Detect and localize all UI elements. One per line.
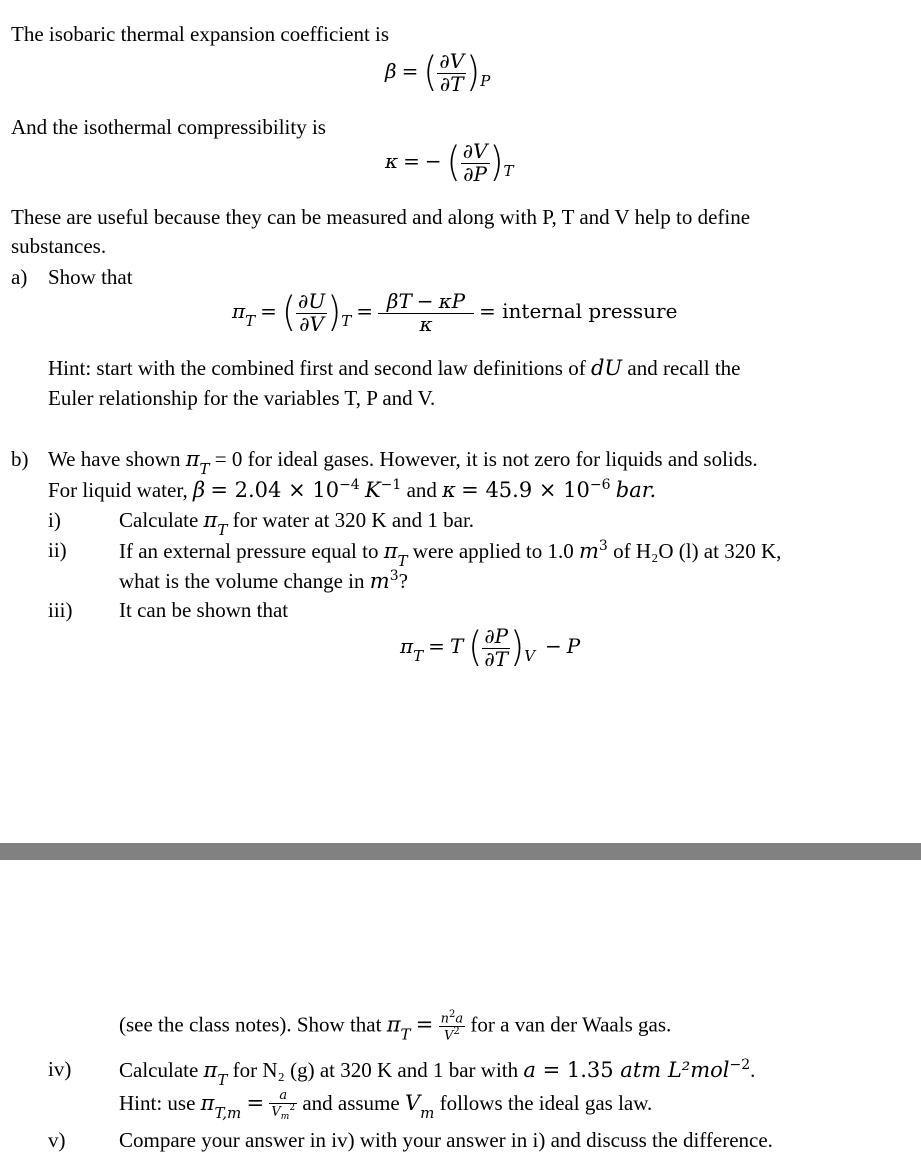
ii-pre: If an external pressure equal to bbox=[119, 539, 384, 563]
part-b-line2: For liquid water, $\beta = 2.04 \times 10^{-4}$ $K^{-1}$ and $\kappa = 45.9 \times 10^{-6}$ bar. bbox=[48, 477, 657, 502]
iv-mid: for N₂ (g) at 320 K and 1 bar with bbox=[227, 1058, 524, 1082]
beta-equation: β = ( $\frac{\partial V}{\partial T}$ )$_P$ bbox=[385, 48, 491, 96]
iv-hint-vm: V bbox=[404, 1090, 421, 1115]
iv-aval: = 1.35 bbox=[535, 1058, 621, 1082]
iv-hint-line: Hint: use $\pi_{T,m}$ = $\frac{a}{V_m^2}$ and assume $V_m$ follows the ideal gas law. bbox=[119, 1088, 653, 1122]
b-line1-pre: We have shown bbox=[48, 447, 186, 471]
part-a-show: Show that bbox=[48, 265, 133, 289]
item-iv-text: Calculate $\pi_T$ for N₂ (g) at 320 K and 1 bar with a = 1.35 atm L²mol$^{-2}$. bbox=[119, 1057, 756, 1089]
item-v-label: v) bbox=[48, 1128, 66, 1152]
i-post: for water at 320 K and 1 bar. bbox=[227, 508, 475, 532]
and-kappa: and bbox=[401, 478, 443, 502]
kappa-intro-text: And the isothermal compressibility is bbox=[11, 115, 326, 139]
useful-text-line1: These are useful because they can be measured and along with P, T and V help to define bbox=[11, 205, 751, 229]
part-b-label: b) bbox=[11, 447, 29, 471]
item-i-label: i) bbox=[48, 508, 61, 532]
i-pre: Calculate bbox=[119, 508, 204, 532]
kappa-value: = 45.9 × 10 bbox=[461, 478, 590, 502]
beta-intro-text: The isobaric thermal expansion coefficient is bbox=[11, 22, 390, 46]
item-iv-label: iv) bbox=[48, 1057, 72, 1081]
see-notes-line: (see the class notes). Show that $\pi_T$ = $\frac{n^2a}{V^2}$ for a van der Waals gas. bbox=[119, 1009, 672, 1044]
item-ii-text: If an external pressure equal to $\pi_T$ were applied to 1.0 $m^3$ of H₂O (l) at 320 K, bbox=[119, 538, 782, 570]
kappa-unit: bar. bbox=[615, 478, 657, 502]
hint-du: dU bbox=[590, 356, 623, 380]
iv-hint-pre: Hint: use bbox=[119, 1090, 201, 1115]
iv-pre: Calculate bbox=[119, 1058, 204, 1082]
internal-pressure-equation: $\pi_T$ = ( $\frac{\partial U}{\partial V}$ )$_T$ = $\frac{\beta T - \kappa P}{\kappa}$ = internal pressure bbox=[232, 288, 678, 336]
hint-text-b: and recall the bbox=[622, 356, 741, 380]
ii-post: of H₂O (l) at 320 K, bbox=[607, 539, 782, 563]
beta-exp: −4 bbox=[339, 477, 360, 493]
beta-unit-exp: −1 bbox=[380, 477, 402, 493]
ii-exp: 3 bbox=[598, 538, 608, 554]
item-iii-label: iii) bbox=[48, 598, 73, 622]
internal-pressure-label: = internal pressure bbox=[479, 299, 678, 323]
kappa-exp: −6 bbox=[589, 477, 611, 493]
b-line2-pre: For liquid water, bbox=[48, 478, 193, 502]
item-v-text: Compare your answer in iv) with your answer in i) and discuss the difference. bbox=[119, 1128, 773, 1152]
ii-unit: m bbox=[579, 539, 599, 563]
see-pre: (see the class notes). Show that bbox=[119, 1012, 387, 1037]
part-a-label: a) bbox=[11, 265, 28, 289]
item-iii-text: It can be shown that bbox=[119, 598, 289, 622]
ii-mid: were applied to 1.0 bbox=[407, 539, 579, 563]
part-a-hint-line1 bbox=[48, 355, 741, 382]
iv-hint-vm-sub: m bbox=[420, 1103, 435, 1122]
item-i-text: Calculate $\pi_T$ for water at 320 K and 1 bar. bbox=[119, 508, 475, 539]
pi-t-equation: $\pi_T = T$ ( $\frac{\partial P}{\partial T}$ )$_V - P$ bbox=[400, 623, 581, 671]
item-ii-label: ii) bbox=[48, 538, 67, 562]
useful-text-line2: substances. bbox=[11, 234, 107, 258]
ii-line2-exp: 3 bbox=[389, 568, 399, 584]
b-line1-post: = 0 for ideal gases. However, it is not zero for liquids and solids. bbox=[209, 447, 758, 471]
part-b-line1: We have shown $\pi_T = 0$ for ideal gases. However, it is not zero for liquids and solids. bbox=[48, 447, 758, 478]
ii-line2-post: ? bbox=[398, 569, 408, 593]
iv-hint-end: follows the ideal gas law. bbox=[434, 1090, 653, 1115]
beta-value: = 2.04 × 10 bbox=[210, 478, 340, 502]
part-a-hint-line2: Euler relationship for the variables T, P and V. bbox=[48, 386, 436, 410]
page-divider-bar bbox=[0, 843, 921, 860]
iv-unit-exp: −2 bbox=[729, 1057, 751, 1073]
beta-unit: K bbox=[364, 478, 381, 502]
iv-unit: atm L²mol bbox=[620, 1058, 730, 1082]
iv-a: a bbox=[523, 1058, 536, 1082]
iv-end: . bbox=[750, 1058, 756, 1082]
kappa-equation: κ = − ( $\frac{\partial V}{\partial P}$ )$_T$ bbox=[385, 138, 514, 186]
item-ii-text-line2 bbox=[119, 567, 408, 595]
see-post: for a van der Waals gas. bbox=[465, 1012, 672, 1037]
ii-line2-pre: what is the volume change in bbox=[119, 569, 370, 593]
hint-text-a: Hint: start with the combined first and second law definitions of bbox=[48, 356, 591, 380]
ii-line2-unit: m bbox=[369, 569, 390, 593]
iv-hint-post: and assume bbox=[297, 1090, 405, 1115]
